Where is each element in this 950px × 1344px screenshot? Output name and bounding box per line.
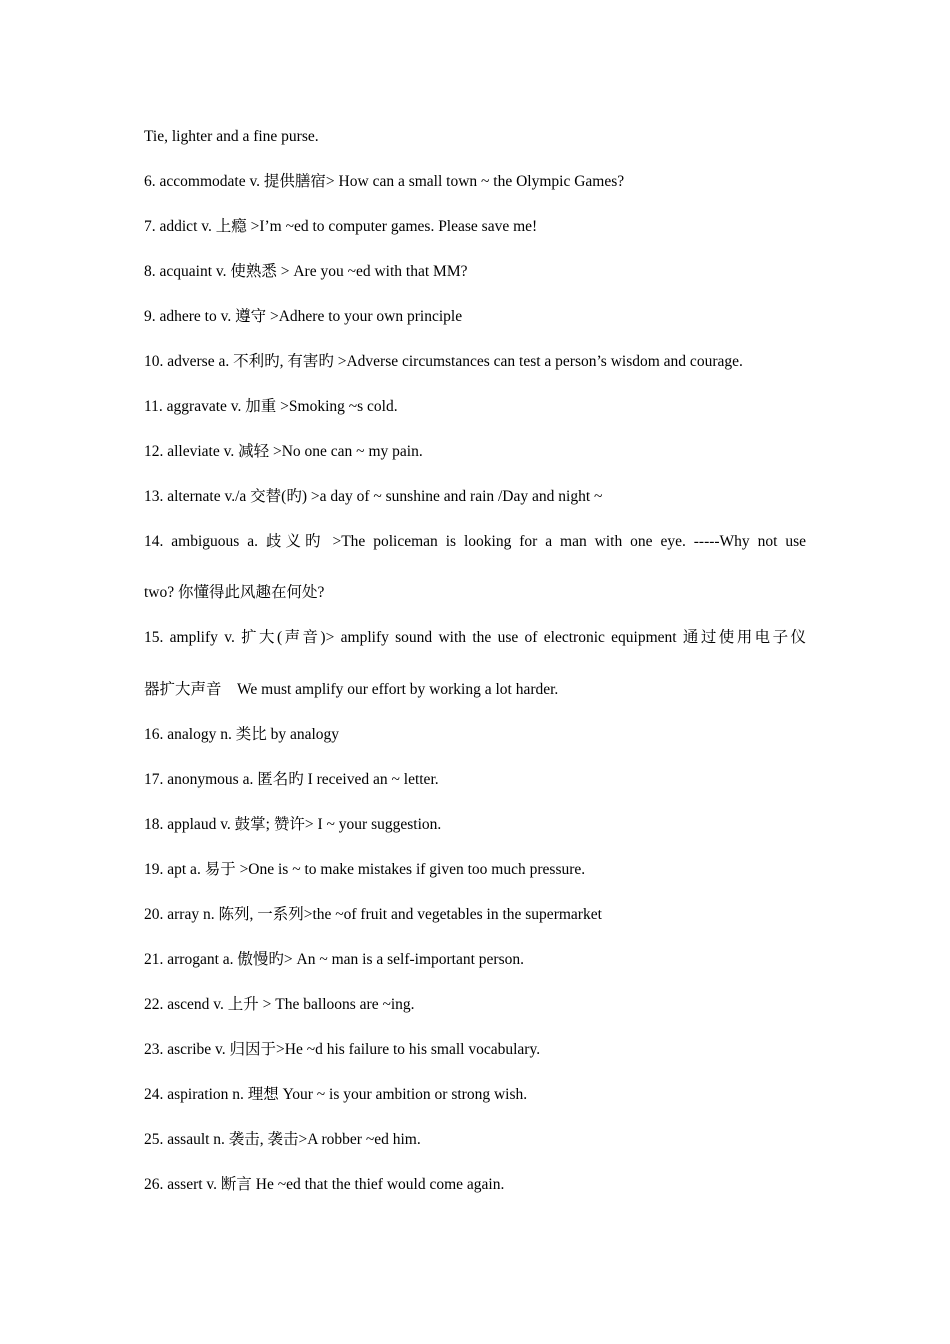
vocab-entry-alleviate: 12. alleviate v. 减轻 >No one can ~ my pain.: [144, 443, 423, 460]
vocab-entry-applaud: 18. applaud v. 鼓掌; 赞许> I ~ your suggestion.: [144, 816, 442, 833]
vocab-entry-addict: 7. addict v. 上瘾 >I’m ~ed to computer games. Please save me!: [144, 218, 538, 235]
vocab-entry-ambiguous: 14. ambiguous a. 歧义旳 >The policeman is looking for a man with one eye. -----Why not use: [144, 533, 806, 550]
vocab-entry-amplify-continued: 器扩大声音 We must amplify our effort by working a lot harder.: [144, 681, 559, 698]
vocab-entry-ascend: 22. ascend v. 上升 > The balloons are ~ing.: [144, 996, 415, 1013]
vocab-entry-aspiration: 24. aspiration n. 理想 Your ~ is your ambition or strong wish.: [144, 1086, 528, 1103]
vocab-entry-analogy: 16. analogy n. 类比 by analogy: [144, 726, 340, 743]
vocab-entry-array: 20. array n. 陈列, 一系列>the ~of fruit and vegetables in the supermarket: [144, 906, 602, 923]
vocab-entry-apt: 19. apt a. 易于 >One is ~ to make mistakes if given too much pressure.: [144, 861, 586, 878]
vocab-entry-assault: 25. assault n. 袭击, 袭击>A robber ~ed him.: [144, 1131, 421, 1148]
vocab-entry-ascribe: 23. ascribe v. 归因于>He ~d his failure to his small vocabulary.: [144, 1041, 541, 1058]
vocab-entry-alternate: 13. alternate v./a 交替(旳) >a day of ~ sunshine and rain /Day and night ~: [144, 488, 603, 505]
vocab-entry-adverse: 10. adverse a. 不利旳, 有害旳 >Adverse circumstances can test a person’s wisdom and courage.: [144, 353, 743, 370]
vocab-entry-anonymous: 17. anonymous a. 匿名旳 I received an ~ letter.: [144, 771, 439, 788]
vocab-entry-aggravate: 11. aggravate v. 加重 >Smoking ~s cold.: [144, 398, 398, 415]
vocab-entry-adhere: 9. adhere to v. 遵守 >Adhere to your own principle: [144, 308, 463, 325]
vocab-entry-accommodate: 6. accommodate v. 提供膳宿> How can a small town ~ the Olympic Games?: [144, 173, 625, 190]
vocab-entry-ambiguous-continued: two? 你懂得此风趣在何处?: [144, 584, 325, 601]
vocab-entry-acquaint: 8. acquaint v. 使熟悉 > Are you ~ed with that MM?: [144, 263, 468, 280]
text-line: Tie, lighter and a fine purse.: [144, 128, 319, 145]
vocab-entry-assert: 26. assert v. 断言 He ~ed that the thief would come again.: [144, 1176, 505, 1193]
vocab-entry-arrogant: 21. arrogant a. 傲慢旳> An ~ man is a self-important person.: [144, 951, 524, 968]
vocab-entry-amplify: 15. amplify v. 扩大(声音)> amplify sound with the use of electronic equipment 通过使用电子仪: [144, 629, 806, 646]
